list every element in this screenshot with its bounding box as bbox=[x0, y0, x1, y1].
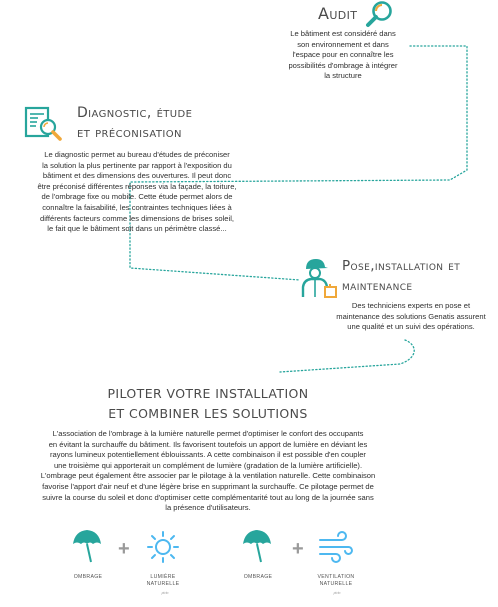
diagnostic-title-line1: Diagnostic, étude bbox=[77, 105, 193, 121]
document-magnifier-icon bbox=[24, 106, 64, 147]
combo1-right-label: LUMIÈRE NATURELLE bbox=[146, 574, 180, 587]
wind-icon bbox=[318, 530, 354, 569]
combo2-signature: picto bbox=[333, 591, 341, 595]
combo2-right-label: VENTILATION NATURELLE bbox=[317, 574, 355, 587]
combo2-left-label: OMBRAGE bbox=[243, 574, 273, 580]
pose-title-line2: maintenance bbox=[342, 278, 413, 294]
piloter-title-line2: ET COMBINER LES SOLUTIONS bbox=[108, 406, 308, 421]
sun-icon bbox=[146, 530, 180, 569]
parasol-icon bbox=[71, 528, 103, 569]
technician-icon bbox=[298, 257, 338, 304]
audit-title: Audit bbox=[318, 4, 358, 23]
diagnostic-text: Le diagnostic permet au bureau d'études de préconiser la solution la plus pertinente par rapport à l'exposition du bâtiment et des dimensions des ouvertures. Il peut donc être préconisé différentes réponses via la façade, la toiture, de l'ombrage fixe ou mobile. Cette étude permet alors de connaître la faisabilité, les contraintes techniques liées à différents facteurs comme les dimensions de brises soleil, le fait que le bâtiment soit dans un périmètre classé... bbox=[37, 150, 237, 234]
pose-title-line1: Pose,installation et bbox=[342, 258, 461, 274]
audit-text: Le bâtiment est considéré dans son environnement et dans l'espace pour en connaître les possibilités d'ombrage à intégrer la structure bbox=[288, 29, 398, 81]
plus-sign: + bbox=[118, 538, 130, 560]
piloter-title-line1: PILOTER VOTRE INSTALLATION bbox=[107, 386, 309, 401]
diagnostic-title-line2: et préconisation bbox=[77, 125, 182, 141]
parasol-icon bbox=[241, 528, 273, 569]
combo1-left-label: OMBRAGE bbox=[73, 574, 103, 580]
piloter-text: L'association de l'ombrage à la lumière naturelle permet d'optimiser le confort des occupants en évitant la surchauffe du bâtiment. Ils favorisent toutefois un apport de lumière en déviant les rayons lumineux potentiellement éblouissants. A cette combinaison il est possible d'en coupler une troisième qui apporterait un complément de lumière (gradation de la lumière artificielle). L'ombrage peut également être associer par le pilotage à la ventilation naturelle. Cette combinaison favorise l'apport d'air neuf et d'une légère brise en supprimant la surchauffe. Ce pilotage permet de suivre la course du soleil et donc d'optimiser cette complémentarité tout au long de la journée sans la présence d'utilisateurs. bbox=[40, 429, 376, 513]
pose-text: Des techniciens experts en pose et maintenance des solutions Genatis assurent une qualité et un suivi des opérations. bbox=[336, 301, 486, 332]
combo1-signature: picto bbox=[161, 591, 169, 595]
plus-sign: + bbox=[292, 538, 304, 560]
